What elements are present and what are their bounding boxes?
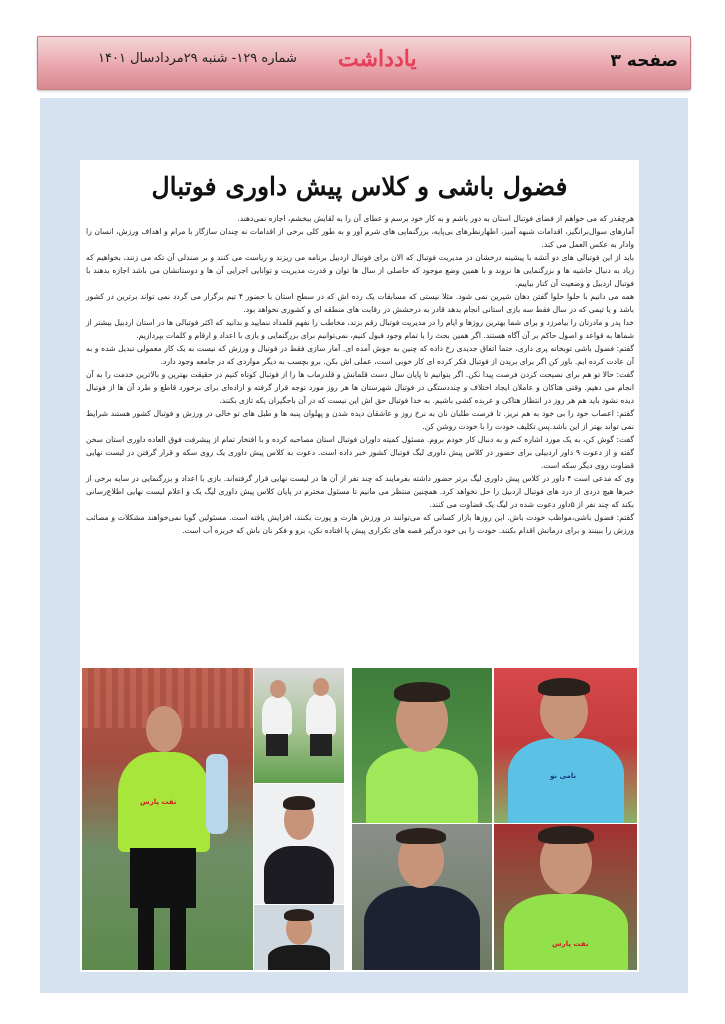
paragraph: هرچقدر که می خواهم از فضای فوتبال استان به دور باشم و به کار خود برسم و عطای آن را به لقایش ببخشم، اجازه نمی‌دهند. — [237, 214, 634, 223]
paragraph: گفتم: اعصاب خود را بی خود به هم نریز. تا فرصت طلبان نان به نرخ روز و عاشقان دیده شدن و پهلوان پنبه ها و طبل های تو خالی در ورزش و فوتبال کشور هستند شرایط نمی تواند بهتر از این باشد.پس تکلیف خودت را با خودت روشن کن. — [86, 409, 634, 431]
article-title: فضول باشی و کلاس پیش داوری فوتبال — [151, 172, 568, 201]
sponsor-logo: نفت پارس — [140, 798, 177, 806]
sponsor-logo: نامی نو — [550, 772, 577, 780]
paragraph: باید از این فوتبالی های دو آتشه با پیشینه درخشان در مدیریت فوتبال که الان برای فوتبال اردبیل برنامه می ریزند و ریاست می کنند و بر صندلی آن تکه می زنند، بخواهیم که زیاد به دنبال حاشیه ها و بزرگنمایی ها نروند و با همین وضع موجود که حاصلی از سال ها توان و قدرت مدیریت و توانایی اجرایی آن ها و دوستانشان می باشد اجازه بدهند با فوتبال اردبیل و وضعیت آن کنار بیاییم. — [86, 253, 634, 288]
paragraph: آمارهای سوال‌برانگیز، اقدامات شبهه آمیز، اظهارنظرهای بی‌پایه، بزرگنمایی های شرم آور و به طور کلی برخی از اقدامات نه چندان سازگار با مرام و اهداف ورزش، انسان را وادار به عکس العمل می کند. — [86, 227, 634, 249]
section-title: یادداشت — [338, 46, 417, 72]
paragraph: خدا پدر و مادرتان را بیامرزد و برای شما بهترین روزها و ایام را در مدیریت فوتبال رقم بزند، مخاطب را نفهم قلمداد ننمایید و بدانید که اکثر فوتبالی ها در استان اردبیل بیشتر از شماها به قواعد و اصول حاکم بر آن آگاه هستند. اگر همین بحث را با تمام وجود قبول کنیم، نمی‌توانیم برای بزرگنمایی و بازی با اعداد و ارقام و کلمات بپردازیم. — [86, 318, 634, 340]
referee-photo — [494, 668, 637, 823]
article-body — [86, 212, 634, 537]
referee-photo — [254, 905, 344, 970]
page-number: صفحه ۳ — [610, 51, 678, 71]
referee-photo-collage — [82, 668, 637, 970]
sponsor-logo: نفت پارس — [552, 940, 589, 948]
referee-photo — [352, 668, 492, 823]
paragraph: وی که مدعی است ۴ داور در کلاس پیش داوری لیگ برتر حضور داشته بفرمایند که چند نفر از آن ها در لیست نهایی قرار گرفته‌اند. بازی با اعداد و بزرگنمایی در سایه برخی از خبرها هیچ دردی از درد های فوتبال اردبیل را حل نخواهد کرد. همچنین منتظر می مانیم تا مسئول محترم در پایان کلاس پیش داوری لیگ یک و اعلام لیست نهایی اطلاع‌رسانی بکند که چند نفر از ۵داور دعوت شده در لیگ یک قضاوت می کنند. — [86, 474, 635, 509]
paragraph: گفت: حالا تو هم برای نصیحت کردن فرصت پیدا نکن. اگر بتوانیم تا پایان سال دست قلمانش و قلدرماب ها را از فوتبال کوتاه کنیم در حقیقت بهترین و بالاترین خدمت را به آن انجام می دهیم. وقتی هتاکان و عاملان ایجاد اختلاف و چنددستگی در فوتبال شهرستان ها هر روز مورد توجه قرار گرفته و اراده‌ای برای برخورد قاطع و طرد آن ها از فوتبال دیده نشود باید هم هر روز در انتظار هتاکی و عربده کشی باشیم. به خدا فوتبال حق اش این نیست که در آن باجگیران یکه تازی بکنند. — [86, 370, 634, 405]
paragraph: گفت: گوش کن، به یک مورد اشاره کنم و به دنبال کار خودم بروم. مسئول کمیته داوران فوتبال استان مصاحبه کرده و با افتخار تمام از پیشرفت فوق العاده داوری استان سخن گفته و از دعوت ۹ داور اردبیلی برای حضور در کلاس پیش داوری لیگ فوتبال کشور خبر داده است. دعوت به کلاس پیش داوری یک روی سکه و قرار گرفتن در لیست نهایی قضاوت روی دیگر سکه است. — [86, 435, 634, 470]
referee-photo — [494, 824, 637, 970]
page-header — [37, 36, 691, 90]
paragraph: همه می دانیم با حلوا حلوا گفتن دهان شیرین نمی شود. مثلا نیستی که مسابقات یک رده اش که در سطح استان با حضور ۴ تیم برگزار می گردد نمی تواند برترین در کشور باشد و یا تیمی که در سال فقط سه بازی استانی انجام بدهد قادر به درخشش در رقابت های منطقه ای و کشوری نخواهد بود. — [86, 292, 634, 314]
referee-photo — [352, 824, 492, 970]
referee-photo — [254, 668, 344, 783]
paragraph: گفتم: فضول باشی توبخانه پری داری، حتما اتفاق جدیدی رخ داده که چنین به جوش آمده ای. آمار سازی فقط در فوتبال و ورزش که نیست به یک کار معمولی تبدیل شده و به آن عادت کرده ایم. باور کن اگر برای بریدن از فوتبال فکر کرده ای کار خوبی است، عملی اش بکن. برو بچسب به دیگر مواردی که در جامعه وجود دارد. — [86, 344, 634, 366]
issue-info: شماره ۱۲۹- شنبه ۲۹مردادسال ۱۴۰۱ — [98, 51, 297, 66]
referee-photo — [82, 668, 253, 970]
paragraph: گفتم: فضول باشی،مواظب خودت باش. این روزها بازار کسانی که می‌توانند در ورزش هارت و پورت بکنند، افزایش یافته است. مسئولین گویا نمی‌خواهند مشکلات و مصائب ورزش را ببینند و برای درمانش اقدام بکنند. خودت را بی خود درگیر قصه های تکراری پیش پا افتاده نکن، برو و فکر نان باش که خربزه آب است. — [86, 513, 634, 535]
referee-photo — [254, 784, 344, 904]
